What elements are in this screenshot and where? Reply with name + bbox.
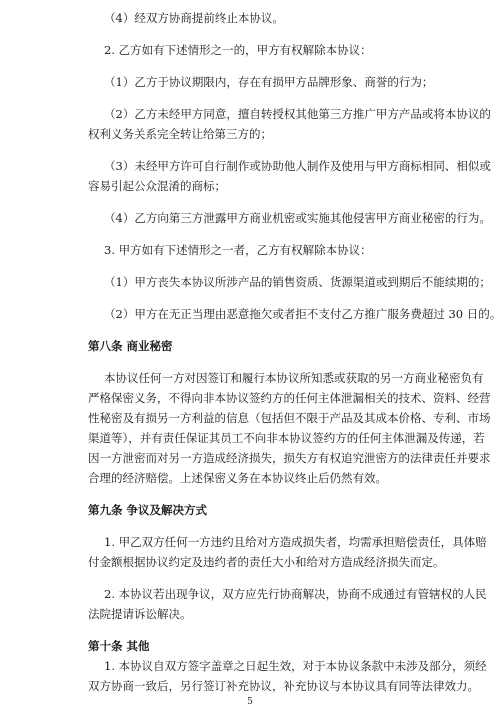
clause-7-2-item-3-line-1: （3）未经甲方许可自行制作或协助他人制作及使用与甲方商标相同、相似或 [104, 159, 491, 173]
clause-7-1-item-4: （4）经双方协商提前终止本协议。 [104, 11, 284, 25]
clause-7-2-item-2-line-1: （2）乙方未经甲方同意，擅自转授权其他第三方推广甲方产品或将本协议的 [104, 107, 491, 121]
clause-7-2-intro: 2. 乙方如有下述情形之一的，甲方有权解除本协议： [104, 43, 372, 57]
page-number: 5 [247, 697, 253, 707]
article-8-line-1: 本协议任何一方对因签订和履行本协议所知悉或获取的另一方商业秘密负有 [104, 371, 484, 385]
article-8-line-2: 严格保密义务，不得向非本协议签约方的任何主体泄漏相关的技术、资料、经营 [88, 391, 491, 405]
article-9-item-1-line-2: 付金额根据协议约定及违约者的责任大小和给对方造成经济损失而定。 [88, 555, 445, 569]
clause-7-3-item-2: （2）甲方在无正当理由恶意拖欠或者拒不支付乙方推广服务费超过 30 日的。 [104, 307, 501, 321]
article-8-line-4: 渠道等），并有责任保证其员工不向非本协议签约方的任何主体泄漏及传递，若 [88, 431, 485, 445]
clause-7-2-item-3-line-2: 容易引起公众混淆的商标； [88, 179, 226, 193]
clause-7-2-item-1: （1）乙方于协议期限内，存在有损甲方品牌形象、商誉的行为； [104, 75, 434, 89]
article-8-line-5: 因一方泄密而对另一方造成经济损失，损失方有权追究泄密方的法律责任并要求 [88, 451, 491, 465]
article-10-heading: 第十条 其他 [88, 639, 150, 653]
article-9-heading: 第九条 争议及解决方式 [88, 503, 208, 517]
article-9-item-1-line-1: 1. 甲乙双方任何一方违约且给对方造成损失者，均需承担赔偿责任，具体赔 [104, 535, 487, 549]
article-10-item-1-line-1: 1. 本协议自双方签字盖章之日起生效，对于本协议条款中未涉及部分，须经 [104, 659, 487, 673]
clause-7-3-intro: 3. 甲方如有下述情形之一者，乙方有权解除本协议： [104, 243, 372, 257]
article-9-item-2-line-1: 2. 本协议若出现争议，双方应先行协商解决，协商不成通过有管辖权的人民 [104, 587, 487, 601]
clause-7-3-item-1: （1）甲方丧失本协议所涉产品的销售资质、货源渠道或到期后不能续期的； [104, 275, 491, 289]
article-8-line-3: 性秘密及有损另一方利益的信息（包括但不限于产品及其成本价格、专利、市场 [88, 411, 491, 425]
article-9-item-2-line-2: 法院提请诉讼解决。 [88, 607, 192, 621]
article-10-item-1-line-2: 双方协商一致后，另行签订补充协议，补充协议与本协议具有同等法律效力。 [88, 679, 479, 693]
article-8-line-6: 合理的经济赔偿。上述保密义务在本协议终止后仍然有效。 [88, 471, 387, 485]
clause-7-2-item-2-line-2: 权利义务关系完全转让给第三方的； [88, 127, 272, 141]
clause-7-2-item-4: （4）乙方向第三方泄露甲方商业机密或实施其他侵害甲方商业秘密的行为。 [104, 211, 491, 225]
article-8-heading: 第八条 商业秘密 [88, 339, 173, 353]
